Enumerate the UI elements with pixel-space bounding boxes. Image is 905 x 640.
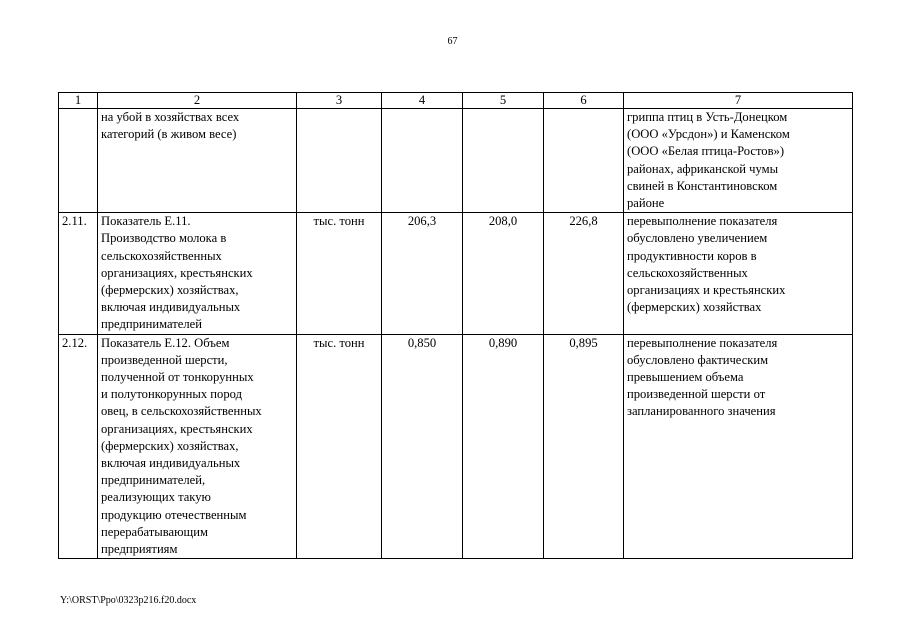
table-row — [59, 334, 853, 559]
column-header: 5 — [463, 93, 544, 109]
comment-cell-line: перевыполнение показателя — [627, 335, 778, 350]
column-header: 1 — [59, 93, 98, 109]
comment-cell-line: запланированного значения — [627, 404, 776, 419]
comment-cell-line: районе — [627, 196, 665, 211]
column-header: 3 — [297, 93, 382, 109]
indicator-cell-line: (фермерских) хозяйствах, — [101, 438, 239, 453]
file-path-footer: Y:\ORST\Ppo\0323p216.f20.docx — [60, 595, 197, 606]
indicator-cell-line: произведенной шерсти, — [101, 352, 228, 367]
indicator-cell-line: предпринимателей, — [101, 473, 206, 488]
indicator-cell-line: овец, в сельскохозяйственных — [101, 404, 262, 419]
table-row — [59, 213, 853, 334]
comment-cell-line: (ООО «Урсдон») и Каменском — [627, 127, 790, 142]
indicator-cell-line: полученной от тонкорунных — [101, 370, 254, 385]
report-table — [58, 92, 853, 559]
indicator-cell-line: включая индивидуальных — [101, 456, 241, 471]
value-cell-col4 — [382, 109, 463, 213]
value-cell-col4: 0,850 — [382, 334, 463, 559]
indicator-cell-line: предприятиям — [101, 542, 178, 557]
comment-cell-line: гриппа птиц в Усть-Донецком — [627, 110, 788, 124]
indicator-cell-line: включая индивидуальных — [101, 300, 241, 315]
indicator-cell-line: продукцию отечественным — [101, 507, 247, 522]
comment-cell-line: (фермерских) хозяйствах — [627, 300, 762, 315]
indicator-cell — [98, 334, 297, 559]
column-header: 7 — [624, 93, 853, 109]
value-cell-col5: 0,890 — [463, 334, 544, 559]
comment-cell — [624, 109, 853, 213]
indicator-cell-line: Показатель Е.12. Объем — [101, 335, 230, 350]
comment-cell-line: свиней в Константиновском — [627, 178, 778, 193]
comment-cell-line: перевыполнение показателя — [627, 214, 778, 229]
indicator-cell — [98, 213, 297, 334]
value-cell-col6 — [544, 109, 624, 213]
indicator-cell-line: предпринимателей — [101, 317, 202, 332]
indicator-cell — [98, 109, 297, 213]
comment-cell — [624, 213, 853, 334]
column-header: 2 — [98, 93, 297, 109]
value-cell-col6: 0,895 — [544, 334, 624, 559]
unit-cell — [297, 109, 382, 213]
indicator-cell-line: на убой в хозяйствах всех — [101, 110, 240, 124]
unit-cell: тыс. тонн — [297, 334, 382, 559]
comment-cell-line: районах, африканской чумы — [627, 161, 779, 176]
comment-cell-line: организациях и крестьянских — [627, 283, 786, 298]
indicator-cell-line: Показатель Е.11. — [101, 214, 191, 229]
row-number-cell: 2.12. — [59, 334, 98, 559]
comment-cell-line: продуктивности коров в — [627, 248, 757, 263]
value-cell-col5 — [463, 109, 544, 213]
indicator-cell-line: категорий (в живом весе) — [101, 127, 237, 142]
value-cell-col6: 226,8 — [544, 213, 624, 334]
indicator-cell-line: организациях, крестьянских — [101, 421, 253, 436]
comment-cell-line: произведенной шерсти от — [627, 387, 766, 402]
comment-cell — [624, 334, 853, 559]
row-number-cell: 2.11. — [59, 213, 98, 334]
row-number-cell — [59, 109, 98, 213]
comment-cell-line: превышением объема — [627, 370, 744, 385]
comment-cell-line: сельскохозяйственных — [627, 265, 748, 280]
indicator-cell-line: (фермерских) хозяйствах, — [101, 283, 239, 298]
indicator-cell-line: сельскохозяйственных — [101, 248, 222, 263]
indicator-cell-line: и полутонкорунных пород — [101, 387, 242, 402]
unit-cell: тыс. тонн — [297, 213, 382, 334]
indicator-cell-line: перерабатывающим — [101, 524, 208, 539]
value-cell-col5: 208,0 — [463, 213, 544, 334]
indicator-cell-line: организациях, крестьянских — [101, 265, 253, 280]
column-header: 4 — [382, 93, 463, 109]
comment-cell-line: обусловлено увеличением — [627, 231, 768, 246]
table-header-row — [59, 93, 853, 109]
indicator-cell-line: реализующих такую — [101, 490, 211, 505]
comment-cell-line: обусловлено фактическим — [627, 352, 769, 367]
column-header: 6 — [544, 93, 624, 109]
table-row — [59, 109, 853, 213]
comment-cell-line: (ООО «Белая птица-Ростов») — [627, 144, 785, 159]
page-number: 67 — [447, 36, 458, 47]
value-cell-col4: 206,3 — [382, 213, 463, 334]
indicator-cell-line: Производство молока в — [101, 231, 227, 246]
